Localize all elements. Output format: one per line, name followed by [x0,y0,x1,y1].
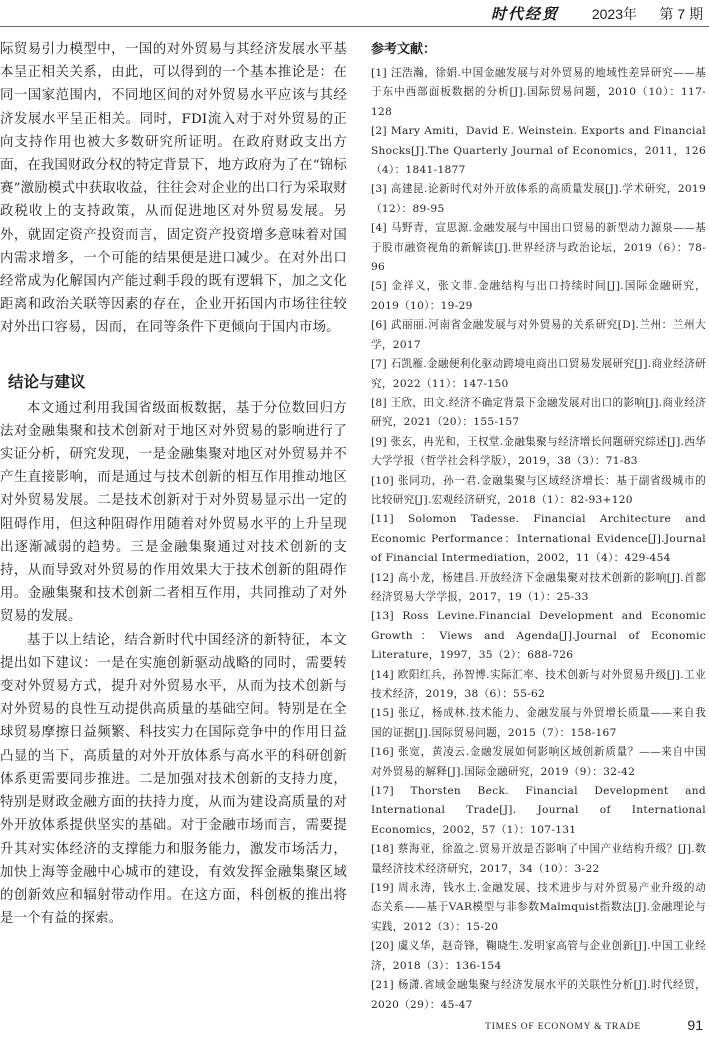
header-rule [0,26,709,27]
page-header [0,0,709,26]
reference-item: [3] 高建昆.论新时代对外开放体系的高质量发展[J].学术研究，2019（12）：89-95 [371,183,706,215]
left-column [0,38,347,930]
body-paragraph-1: 际贸易引力模型中，一国的对外贸易与其经济发展水平基本呈正相关关系，由此，可以得到的一个基本推论是：在同一国家范围内，不同地区间的对外贸易水平应该与其经济发展水平呈正相关。同时，FDI流入对于对外贸易的正向支持作用也被大多数研究所证明。在政府财政支出方面，在我国财政分权的特定背景下，地方政府为了在“锦标赛”激励模式中获取收益，往往会对企业的出口行为采取财政税收上的支持政策，从而促进地区对外贸易发展。另外，就固定资产投资而言，固定资产投资增多意味着对国内需求增多，一个可能的结果便是进口减少。在对外出口经常成为化解国内产能过剩手段的既有逻辑下，加之文化距离和政治关联等因素的存在，企业开拓国内市场往往较对外出口容易，因而，在同等条件下更倾向于国内市场。 [0,42,347,336]
reference-item: [8] 王欣，田文.经济不确定背景下金融发展对出口的影响[J].商业经济研究，2021（20）：155-157 [371,396,706,429]
page-number: 91 [687,1017,703,1033]
section-title: 结论与建议 [8,372,86,391]
reference-item: [21] 杨潇.省域金融集聚与经济发展水平的关联性分析[J].时代经贸，2020（29）：45-47 [371,979,706,1011]
reference-item: [18] 蔡海亚，徐盈之.贸易开放是否影响了中国产业结构升级？[J].数量经济技术经济研究，2017，34（10）：3-22 [371,843,706,875]
reference-item: [4] 马野青，宣思源.金融发展与中国出口贸易的新型动力源泉——基于股市融资视角的新解读[J].世界经济与政治论坛，2019（6）：78-96 [371,222,706,274]
reference-item: [5] 金祥义，张文菲.金融结构与出口持续时间[J].国际金融研究，2019（10）：19-29 [371,280,706,312]
footer-journal-name: TIMES OF ECONOMY & TRADE [485,1022,641,1032]
reference-item: [12] 高小龙，杨建昌.开放经济下金融集聚对技术创新的影响[J].首都经济贸易大学学报，2017，19（1）：25-33 [371,571,706,603]
references-title: 参考文献： [371,42,437,57]
reference-item: [9] 张玄，冉光和，王权堂.金融集聚与经济增长问题研究综述[J].西华大学学报（哲学社会科学版），2019，38（3）：71-83 [371,435,706,468]
reference-item: [16] 张宽，黄凌云.金融发展如何影响区域创新质量？——来自中国对外贸易的解释[J].国际金融研究，2019（9）：32-42 [371,746,706,778]
reference-item: [13] Ross Levine.Financial Development and Economic Growth：Views and Agenda[J].Journal of Economic Literature，1997，35（2）：688-726 [371,610,706,662]
reference-item: [14] 欧阳红兵，孙智博.实际汇率、技术创新与对外贸易升级[J].工业技术经济，2019，38（6）：55-62 [371,668,706,700]
reference-item: [6] 武丽丽.河南省金融发展与对外贸易的关系研究[D].兰州：兰州大学，2017 [371,319,706,351]
issue-year: 2023年 [591,6,637,22]
reference-item: [17] Thorsten Beck. Financial Development and International Trade[J]. Journal of International Economics，2002，57（1）：107-131 [371,785,706,836]
body-paragraph-3: 基于以上结论，结合新时代中国经济的新特征，本文提出如下建议：一是在实施创新驱动战略的同时，需要转变对外贸易方式，提升对外贸易水平，从而为技术创新与对外贸易的良性互动提供高质量的基础空间。特别是在全球贸易摩擦日益频繁、科技实力在国际竞争中的作用日益凸显的当下，高质量的对外开放体系与高水平的科研创新体系更需要同步推进。二是加强对技术创新的支持力度，特别是财政金融方面的扶持力度，从而为建设高质量的对外开放体系提供坚实的基础。对于金融市场而言，需要提升其对实体经济的支撑能力和服务能力，激发市场活力，加快上海等金融中心城市的建设，有效发挥金融集聚区域的创新效应和辐射带动作用。在这方面，科创板的推出将是一个有益的探索。 [0,632,347,927]
body-paragraph-2: 本文通过利用我国省级面板数据，基于分位数回归方法对金融集聚和技术创新对于地区对外贸易的影响进行了实证分析，研究发现，一是金融集聚对地区对外贸易并不产生直接影响，而是通过与技术创新的相互作用推动地区对外贸易发展。二是技术创新对于对外贸易显示出一定的阻碍作用，但这种阻碍作用随着对外贸易水平的上升呈现出逐渐减弱的趋势。三是金融集聚通过对技术创新的支持，从而导致对外贸易的作用效果大于技术创新的阻碍作用。金融集聚和技术创新二者相互作用，共同推动了对外贸易的发展。 [0,400,347,625]
references-column [371,38,706,1015]
reference-item: [20] 虞义华，赵奇锋，鞠晓生.发明家高管与企业创新[J].中国工业经济，2018（3）：136-154 [371,940,706,972]
reference-item: [11] Solomon Tadesse. Financial Architecture and Economic Performance：International Evidence[J].Journal of Financial Intermediation，2002，11（4）：429-454 [371,513,706,565]
issue-number: 第 7 期 [659,6,703,22]
reference-item: [15] 张辽，杨成林.技术能力、金融发展与外贸增长质量——来自我国的证据[J].国际贸易问题，2015（7）：158-167 [371,707,706,739]
header-bar [389,0,709,26]
journal-title: 时代经贸 [490,5,559,23]
reference-item: [7] 石凯雁.金融便利化驱动跨境电商出口贸易发展研究[J].商业经济研究，2022（11）：147-150 [371,358,706,390]
reference-item: [10] 张同功，孙一君.金融集聚与区域经济增长：基于副省级城市的比较研究[J].宏观经济研究，2018（1）：82-93+120 [371,474,706,506]
reference-item: [2] Mary Amiti，David E. Weinstein. Exports and Financial Shocks[J].The Quarterly Journal of Economics，2011，126（4）：1841-1877 [371,125,706,177]
reference-item: [1] 汪浩瀚，徐娟.中国金融发展与对外贸易的地域性差异研究——基于东中西部面板数据的分析[J].国际贸易问题，2010（10）：117-128 [371,67,706,118]
reference-item: [19] 周永涛，钱水土.金融发展、技术进步与对外贸易产业升级的动态关系——基于VAR模型与非参数Malmquist指数法[J].金融理论与实践，2012（3）：15-20 [371,882,706,933]
